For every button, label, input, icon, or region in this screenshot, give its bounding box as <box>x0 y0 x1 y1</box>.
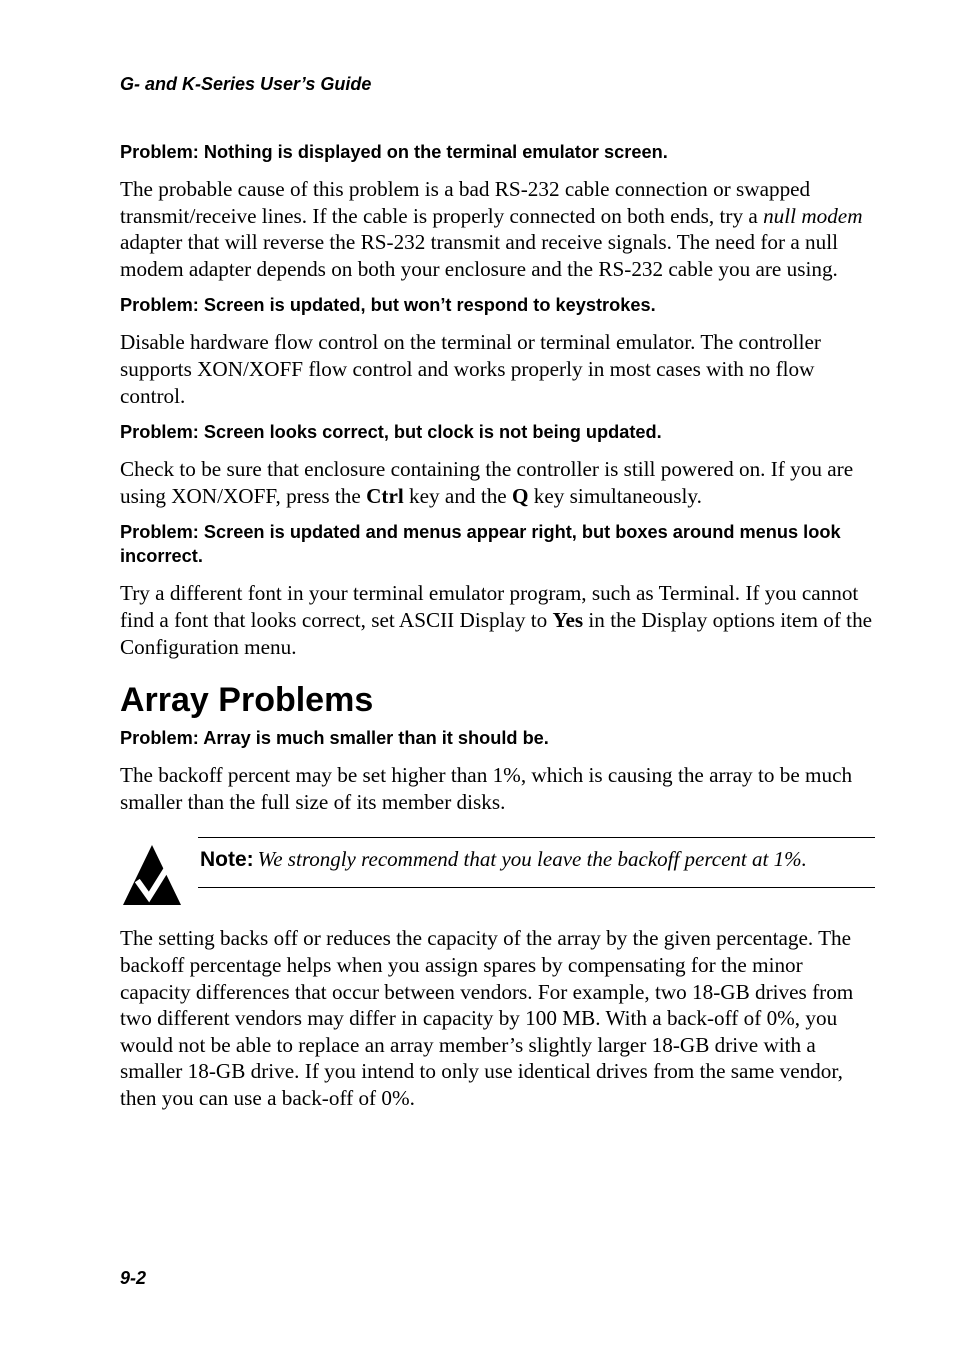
note-bottom-rule <box>198 887 875 888</box>
paragraph-backoff-explanation: The setting backs off or reduces the capacity of the array by the given percentage. The backoff percentage helps when you assign spares by compensating for the minor capacity differences that occur between vendors. For example, two 18-GB drives from two different vendors may differ in capacity by 100 MB. With a back-off of 0%, you would not be able to replace an array member’s slightly larger 18-GB drive with a smaller 18-GB drive. If you intend to only use identical drives from the same vendor, then you can use a back-off of 0%. <box>120 926 854 1110</box>
checkmark-triangle-icon <box>122 843 182 907</box>
paragraph-text: Check to be sure that enclosure containing the controller is still powered on. If you are using XON/XOFF, press the <box>120 457 854 508</box>
problem-heading-no-display: Problem: Nothing is displayed on the terminal emulator screen. <box>120 142 668 162</box>
paragraph-text: key and the <box>403 483 513 508</box>
paragraph-text: The probable cause of this problem is a bad RS-232 cable connection or swapped transmit/receive lines. If the cable is properly connected on both ends, try a <box>120 177 811 228</box>
paragraph-array-size: The backoff percent may be set higher than 1%, which is causing the array to be much smaller than the full size of its member disks. <box>120 763 853 814</box>
key-ctrl: Ctrl <box>366 483 404 508</box>
page-content <box>120 140 875 1111</box>
problem-heading-boxes: Problem: Screen is updated and menus appear right, but boxes around menus look incorrect. <box>120 522 841 567</box>
paragraph-text: Try a different font in your terminal emulator program, such as Terminal. If you cannot find a font that looks correct, set ASCII Display to <box>120 581 859 632</box>
paragraph-keystrokes: Disable hardware flow control on the terminal or terminal emulator. The controller supports XON/XOFF flow control and works properly in most cases with no flow control. <box>120 330 821 408</box>
note-block <box>120 837 875 915</box>
paragraph-boxes <box>120 580 875 660</box>
problem-heading-clock: Problem: Screen looks correct, but clock is not being updated. <box>120 422 662 443</box>
note-top-rule <box>198 837 875 838</box>
paragraph-no-display <box>120 176 875 282</box>
note-label: Note: <box>200 848 254 872</box>
page-number: 9-2 <box>120 1268 147 1288</box>
section-title-array-problems: Array Problems <box>120 681 374 720</box>
note-body: We strongly recommend that you leave the backoff percent at 1%. <box>257 847 807 872</box>
paragraph-clock <box>120 456 875 509</box>
paragraph-text: adapter that will reverse the RS-232 transmit and receive signals. The need for a null modem adapter depends on both your enclosure and the RS-232 cable you are using. <box>120 230 838 281</box>
value-yes: Yes <box>552 607 584 632</box>
emphasis-null-modem: null modem <box>763 203 863 228</box>
key-q: Q <box>512 483 529 508</box>
problem-heading-keystrokes: Problem: Screen is updated, but won’t respond to keystrokes. <box>120 295 656 316</box>
paragraph-text: key simultaneously. <box>528 483 702 508</box>
problem-heading-array-size: Problem: Array is much smaller than it should be. <box>120 728 549 749</box>
paragraph-text: in the Display options item of the Configuration menu. <box>120 607 873 659</box>
note-text <box>200 847 807 872</box>
running-header: G- and K-Series User’s Guide <box>120 74 372 94</box>
